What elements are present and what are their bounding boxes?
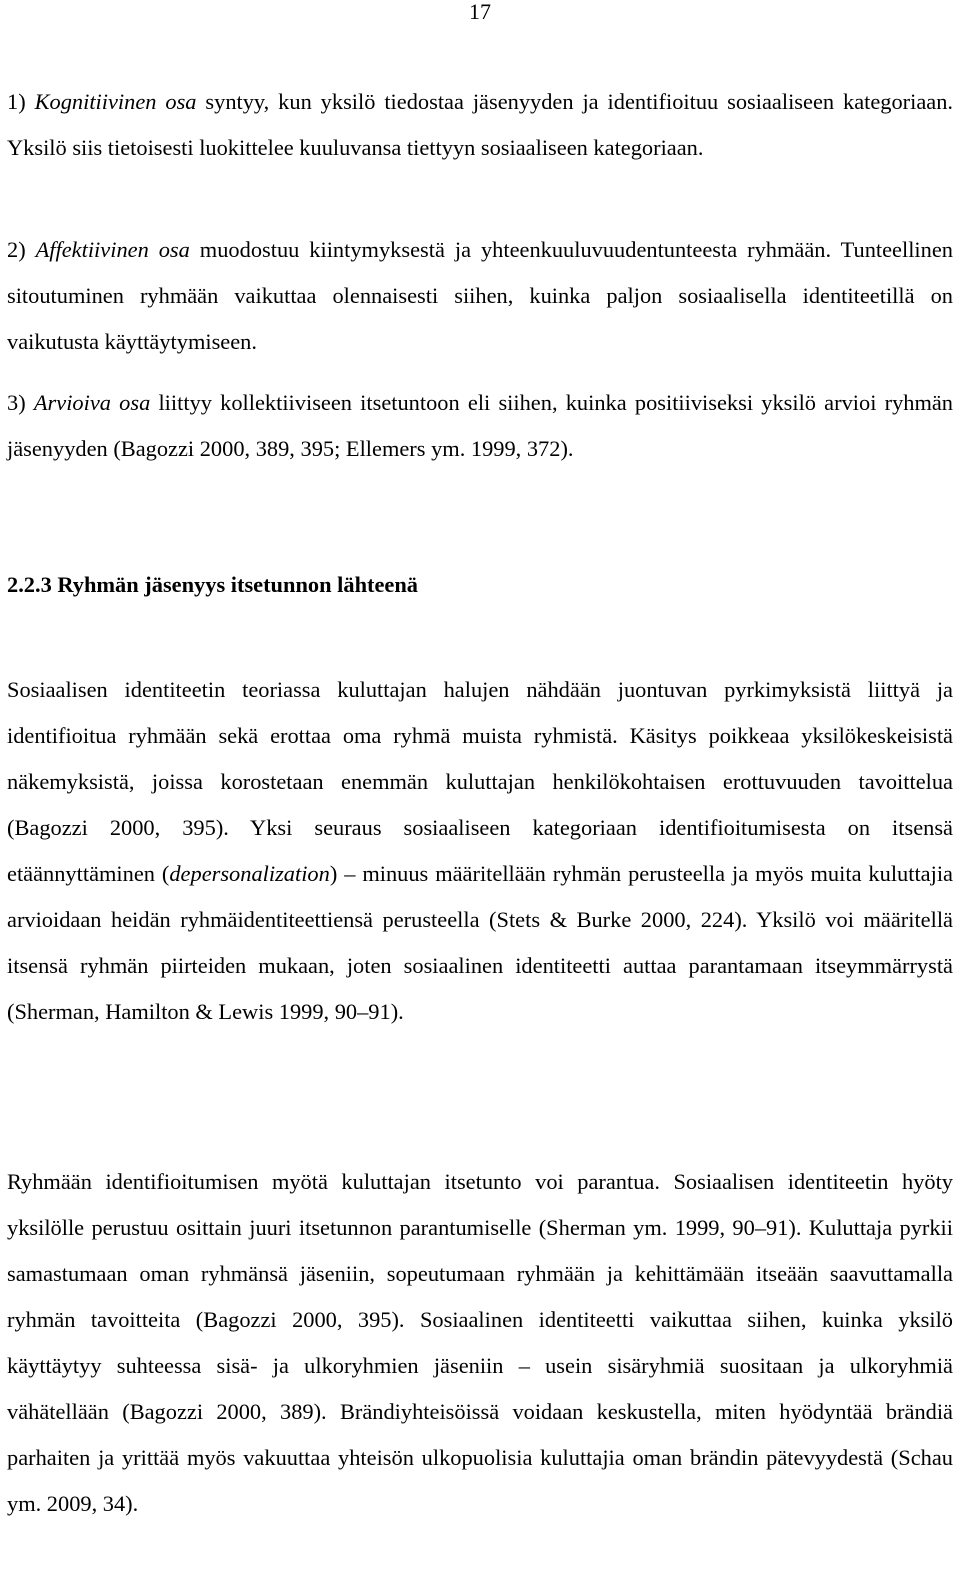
section-heading: 2.2.3 Ryhmän jäsenyys itsetunnon lähteenä [7,572,419,597]
list-number: 1) [7,89,35,114]
body-paragraph-1 [7,667,953,1035]
body-paragraph-2: Ryhmään identifioitumisen myötä kuluttajan itsetunto voi parantua. Sosiaalisen identiteetin hyöty yksilölle perustuu osittain juuri itsetunnon parantumiselle (Sherman ym. 1999, 90–91). Kuluttaja pyrkii samastumaan oman ryhmänsä jäseniin, sopeutumaan ryhmään ja kehittämään itseään saavuttamalla ryhmän tavoitteita (Bagozzi 2000, 395). Sosiaalinen identiteetti vaikuttaa siihen, kuinka yksilö käyttäytyy suhteessa sisä- ja ulkoryhmien jäseniin – usein sisäryhmiä suositaan ja ulkoryhmiä vähätellään (Bagozzi 2000, 389). Brändiyhteisöissä voidaan keskustella, miten hyödyntää brändiä parhaiten ja yrittää myös vakuuttaa yhteisön ulkopuolisia kuluttajia oman brändin pätevyydestä (Schau ym. 2009, 34). [7,1169,953,1516]
paragraph-text: ) – minuus määritellään ryhmän perusteella ja myös muita kuluttajia arvioidaan heidän ryhmäidentiteettiensä perusteella (Stets & Burke 2000, 224). Yksilö voi määritellä itsensä ryhmän piirteiden mukaan, joten sosiaalinen identiteetti auttaa parantamaan itseymmärrystä (Sherman, Hamilton & Lewis 1999, 90–91). [7,861,953,1024]
paragraph-text: Sosiaalisen identiteetin teoriassa kuluttajan halujen nähdään juontuvan pyrkimyksistä liittyä ja identifioitua ryhmään sekä erottaa oma ryhmä muista ryhmistä. Käsitys poikkeaa yksilökeskeisistä näkemyksistä, joissa korostetaan enemmän kuluttajan henkilökohtaisen erottuvuuden tavoittelua (Bagozzi 2000, 395). Yksi seuraus sosiaaliseen kategoriaan identifioitumisesta on itsensä etäännyttäminen ( [7,677,953,886]
paragraph-italic-term: depersonalization [169,861,330,886]
list-term: Arvioiva osa [33,390,151,415]
list-number: 2) [7,237,36,262]
page-number: 17 [469,0,491,24]
list-text: liittyy kollektiiviseen itsetuntoon eli siihen, kuinka positiiviseksi yksilö arvioi ryhmän jäsenyyden (Bagozzi 2000, 389, 395; Ellemers ym. 1999, 372). [7,390,954,461]
list-text: muodostuu kiintymyksestä ja yhteenkuuluvuudentunteesta ryhmään. Tunteellinen sitoutuminen ryhmään vaikuttaa olennaisesti siihen, kuinka paljon sosiaalisella identiteetillä on vaikutusta käyttäytymiseen. [7,237,953,354]
list-item-cognitive [7,79,953,171]
list-term: Kognitiivinen osa [34,89,197,114]
list-item-evaluative [7,380,953,472]
list-number: 3) [7,390,34,415]
list-term: Affektiivinen osa [35,237,190,262]
list-item-affective [7,227,953,365]
list-text: syntyy, kun yksilö tiedostaa jäsenyyden ja identifioituu sosiaaliseen kategoriaan. Yksilö siis tietoisesti luokittelee kuuluvansa tiettyyn sosiaaliseen kategoriaan. [7,89,954,160]
